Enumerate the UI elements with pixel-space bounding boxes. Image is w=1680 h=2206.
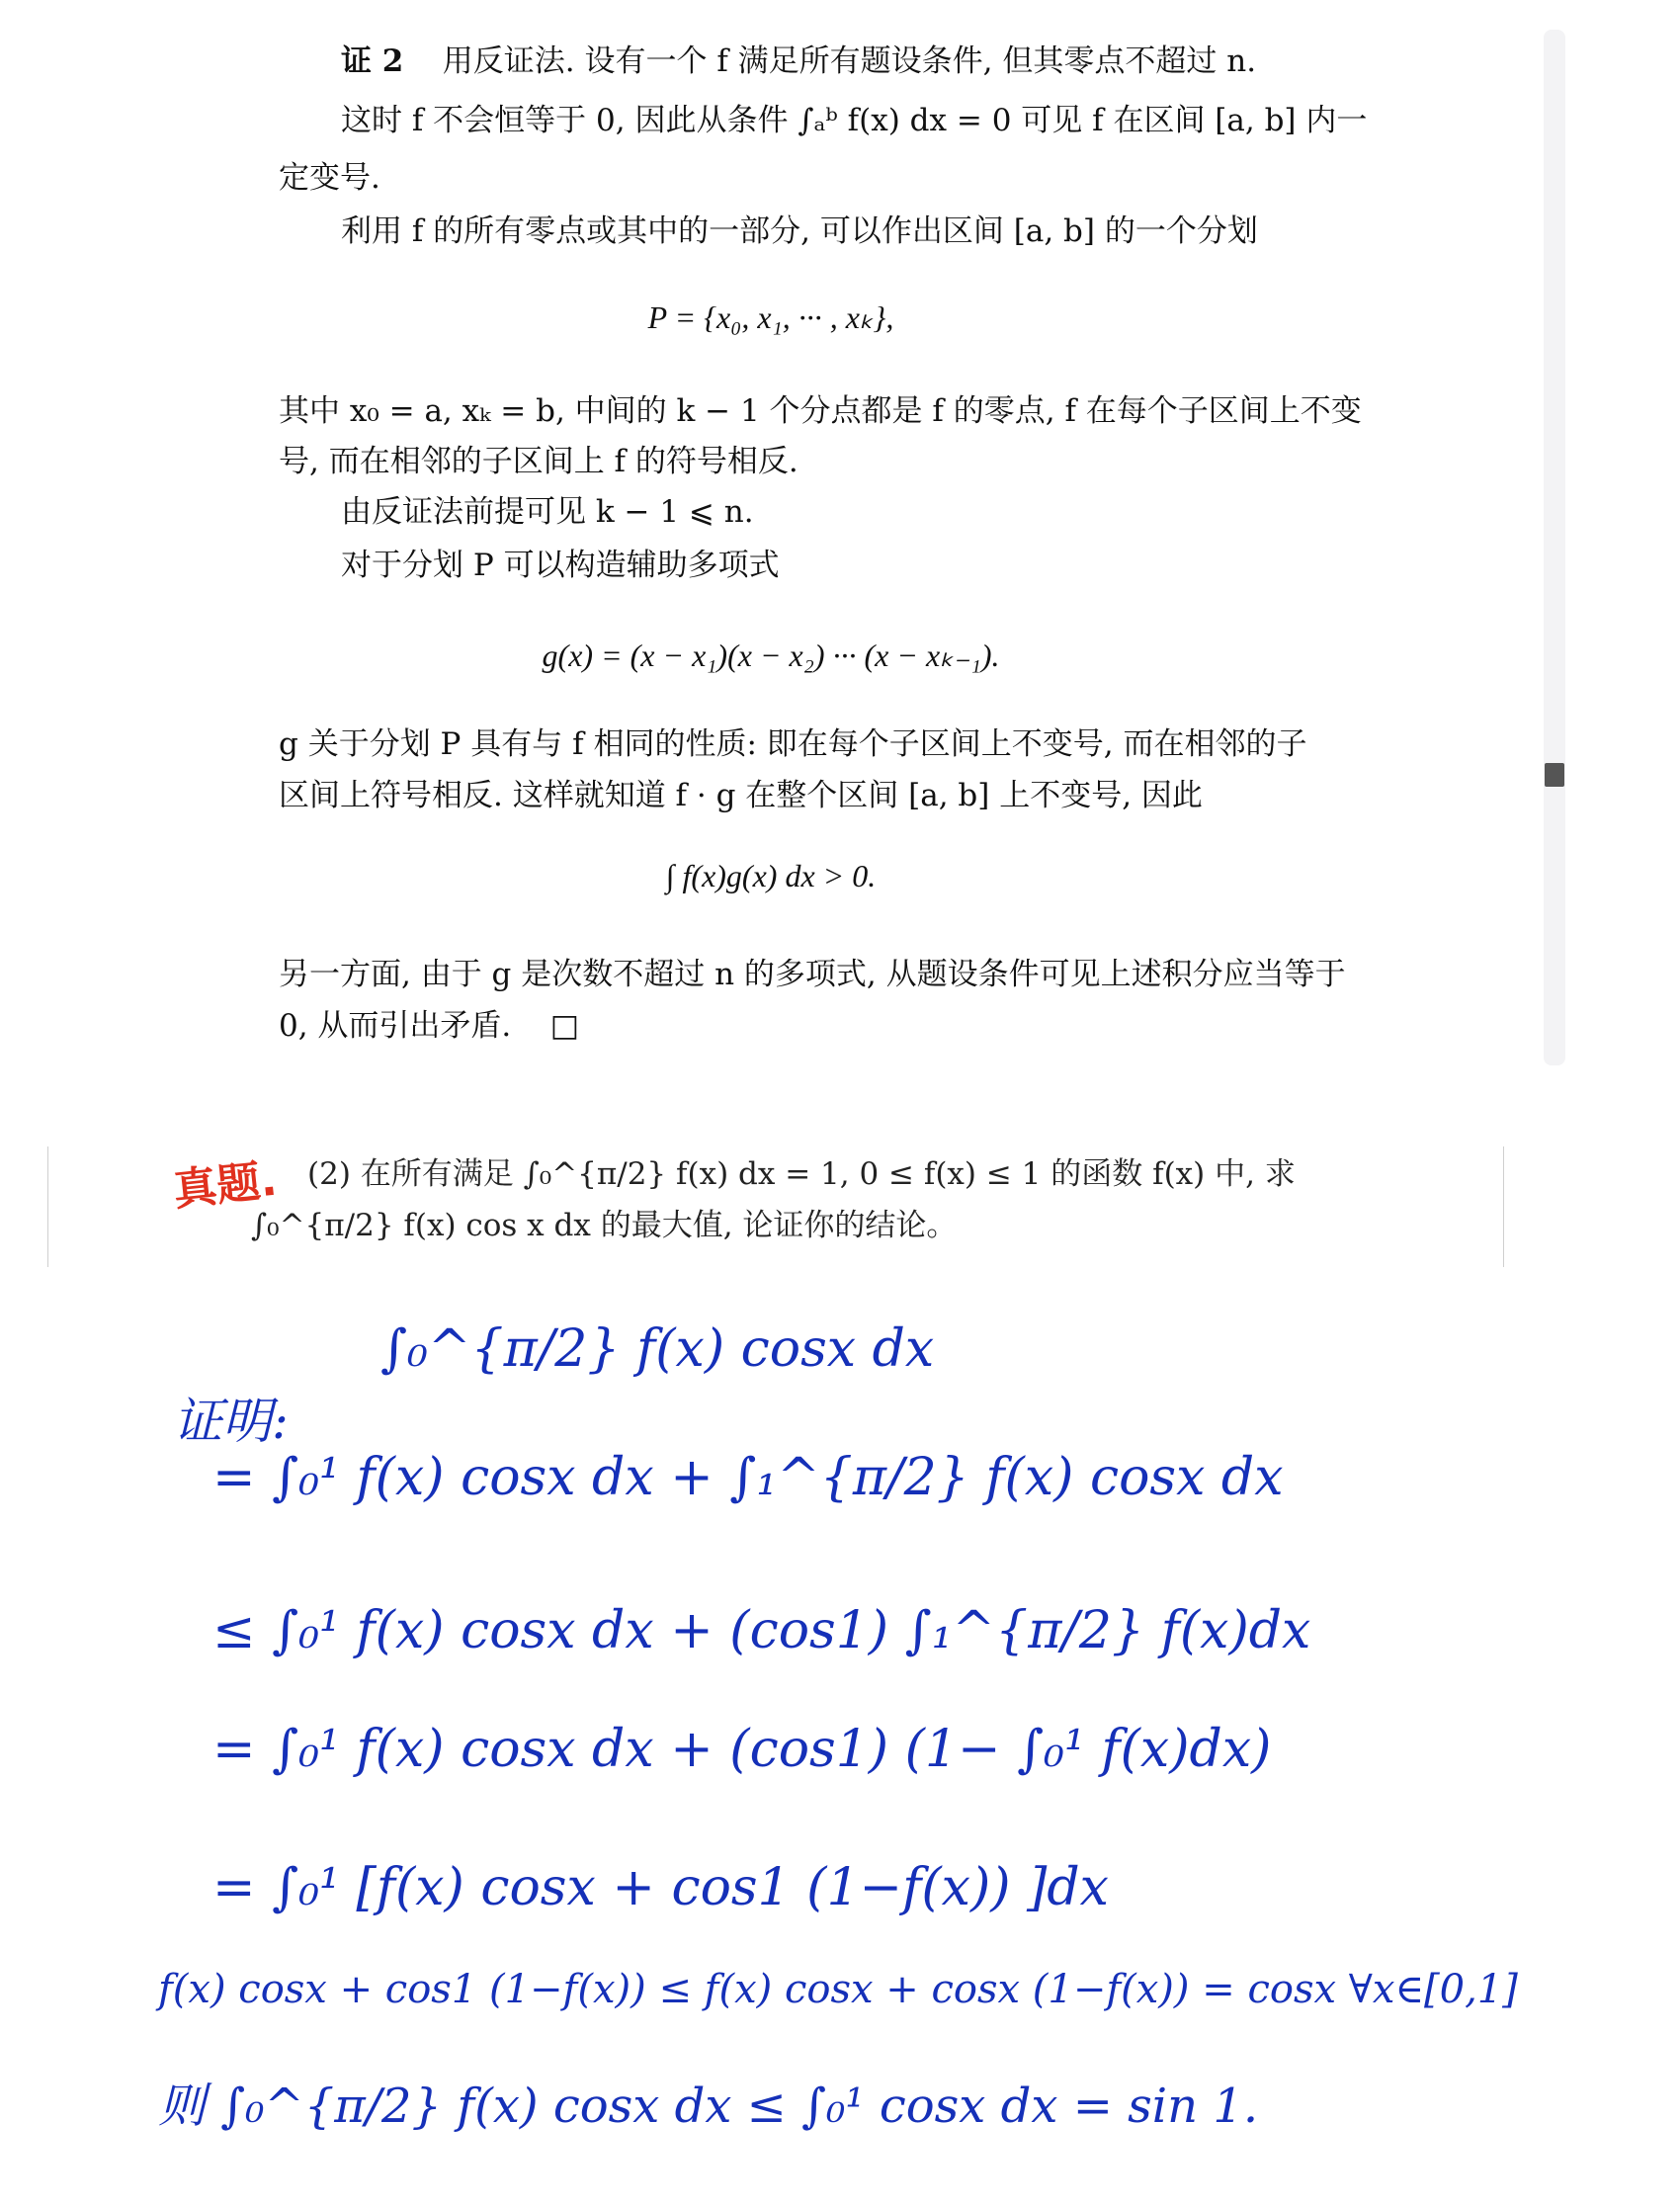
equation-polynomial: g(x) = (x − x₁)(x − x₂) ··· (x − xₖ₋₁). bbox=[542, 637, 1000, 673]
proof-line-5: 其中 x₀ = a, xₖ = b, 中间的 k − 1 个分点都是 f 的零点, f 在每个子区间上不变 bbox=[279, 393, 1362, 429]
proof-text-12: 0, 从而引出矛盾. bbox=[279, 1008, 512, 1044]
proof-line-12 bbox=[279, 1006, 579, 1046]
equation-partition: P = {x₀, x₁, ··· , xₖ}, bbox=[647, 299, 894, 335]
proof-line-9: g 关于分划 P 具有与 f 相同的性质: 即在每个子区间上不变号, 而在相邻的子 bbox=[279, 726, 1307, 762]
exam-question-stamp: 真题. bbox=[171, 1154, 280, 1217]
textbook-proof-panel bbox=[0, 0, 1566, 1067]
proof-line-3: 定变号. bbox=[279, 160, 380, 196]
qed-icon: □ bbox=[549, 1008, 580, 1044]
scrollbar-thumb[interactable] bbox=[1545, 763, 1564, 787]
handwritten-line-6: 则 ∫₀^{π/2} f(x) cosx dx ≤ ∫₀¹ cosx dx = sin 1. bbox=[158, 2079, 1259, 2134]
proof-line-6: 号, 而在相邻的子区间上 f 的符号相反. bbox=[279, 444, 798, 479]
handwritten-line-0: ∫₀^{π/2} f(x) cosx dx bbox=[380, 1319, 935, 1379]
handwritten-line-3: = ∫₀¹ f(x) cosx dx + (cos1) (1− ∫₀¹ f(x)dx) bbox=[212, 1720, 1272, 1779]
handwritten-line-2: ≤ ∫₀¹ f(x) cosx dx + (cos1) ∫₁^{π/2} f(x)dx bbox=[212, 1601, 1311, 1660]
proof-line-4: 利用 f 的所有零点或其中的一部分, 可以作出区间 [a, b] 的一个分划 bbox=[341, 213, 1258, 249]
handwritten-line-1: = ∫₀¹ f(x) cosx dx + ∫₁^{π/2} f(x) cosx dx bbox=[212, 1448, 1284, 1507]
proof-heading: 证 2 bbox=[341, 43, 404, 79]
proof-text-1: 用反证法. 设有一个 f 满足所有题设条件, 但其零点不超过 n. bbox=[442, 43, 1257, 79]
question-line-1: (2) 在所有满足 ∫₀^{π/2} f(x) dx = 1, 0 ≤ f(x) ≤ 1 的函数 f(x) 中, 求 bbox=[307, 1156, 1296, 1192]
proof-line-2: 这时 f 不会恒等于 0, 因此从条件 ∫ₐᵇ f(x) dx = 0 可见 f 在区间 [a, b] 内一 bbox=[341, 103, 1368, 138]
proof-line-11: 另一方面, 由于 g 是次数不超过 n 的多项式, 从题设条件可见上述积分应当等于 bbox=[279, 957, 1346, 992]
question-line-2: ∫₀^{π/2} f(x) cos x dx 的最大值, 论证你的结论。 bbox=[251, 1208, 958, 1243]
equation-integral: ∫ f(x)g(x) dx > 0. bbox=[665, 858, 877, 893]
proof-line-10: 区间上符号相反. 这样就知道 f · g 在整个区间 [a, b] 上不变号, 因此 bbox=[279, 778, 1203, 813]
handwritten-line-5: f(x) cosx + cos1 (1−f(x)) ≤ f(x) cosx + cosx (1−f(x)) = cosx ∀x∈[0,1] bbox=[158, 1967, 1518, 2012]
proof-line-7: 由反证法前提可见 k − 1 ⩽ n. bbox=[341, 494, 754, 530]
proof-line-1 bbox=[341, 42, 1256, 81]
proof-line-8: 对于分划 P 可以构造辅助多项式 bbox=[341, 548, 780, 583]
scrollbar-track[interactable] bbox=[1544, 30, 1565, 1065]
handwritten-proof-label: 证明: bbox=[173, 1393, 289, 1450]
handwritten-line-4: = ∫₀¹ [f(x) cosx + cos1 (1−f(x)) ]dx bbox=[212, 1858, 1109, 1917]
